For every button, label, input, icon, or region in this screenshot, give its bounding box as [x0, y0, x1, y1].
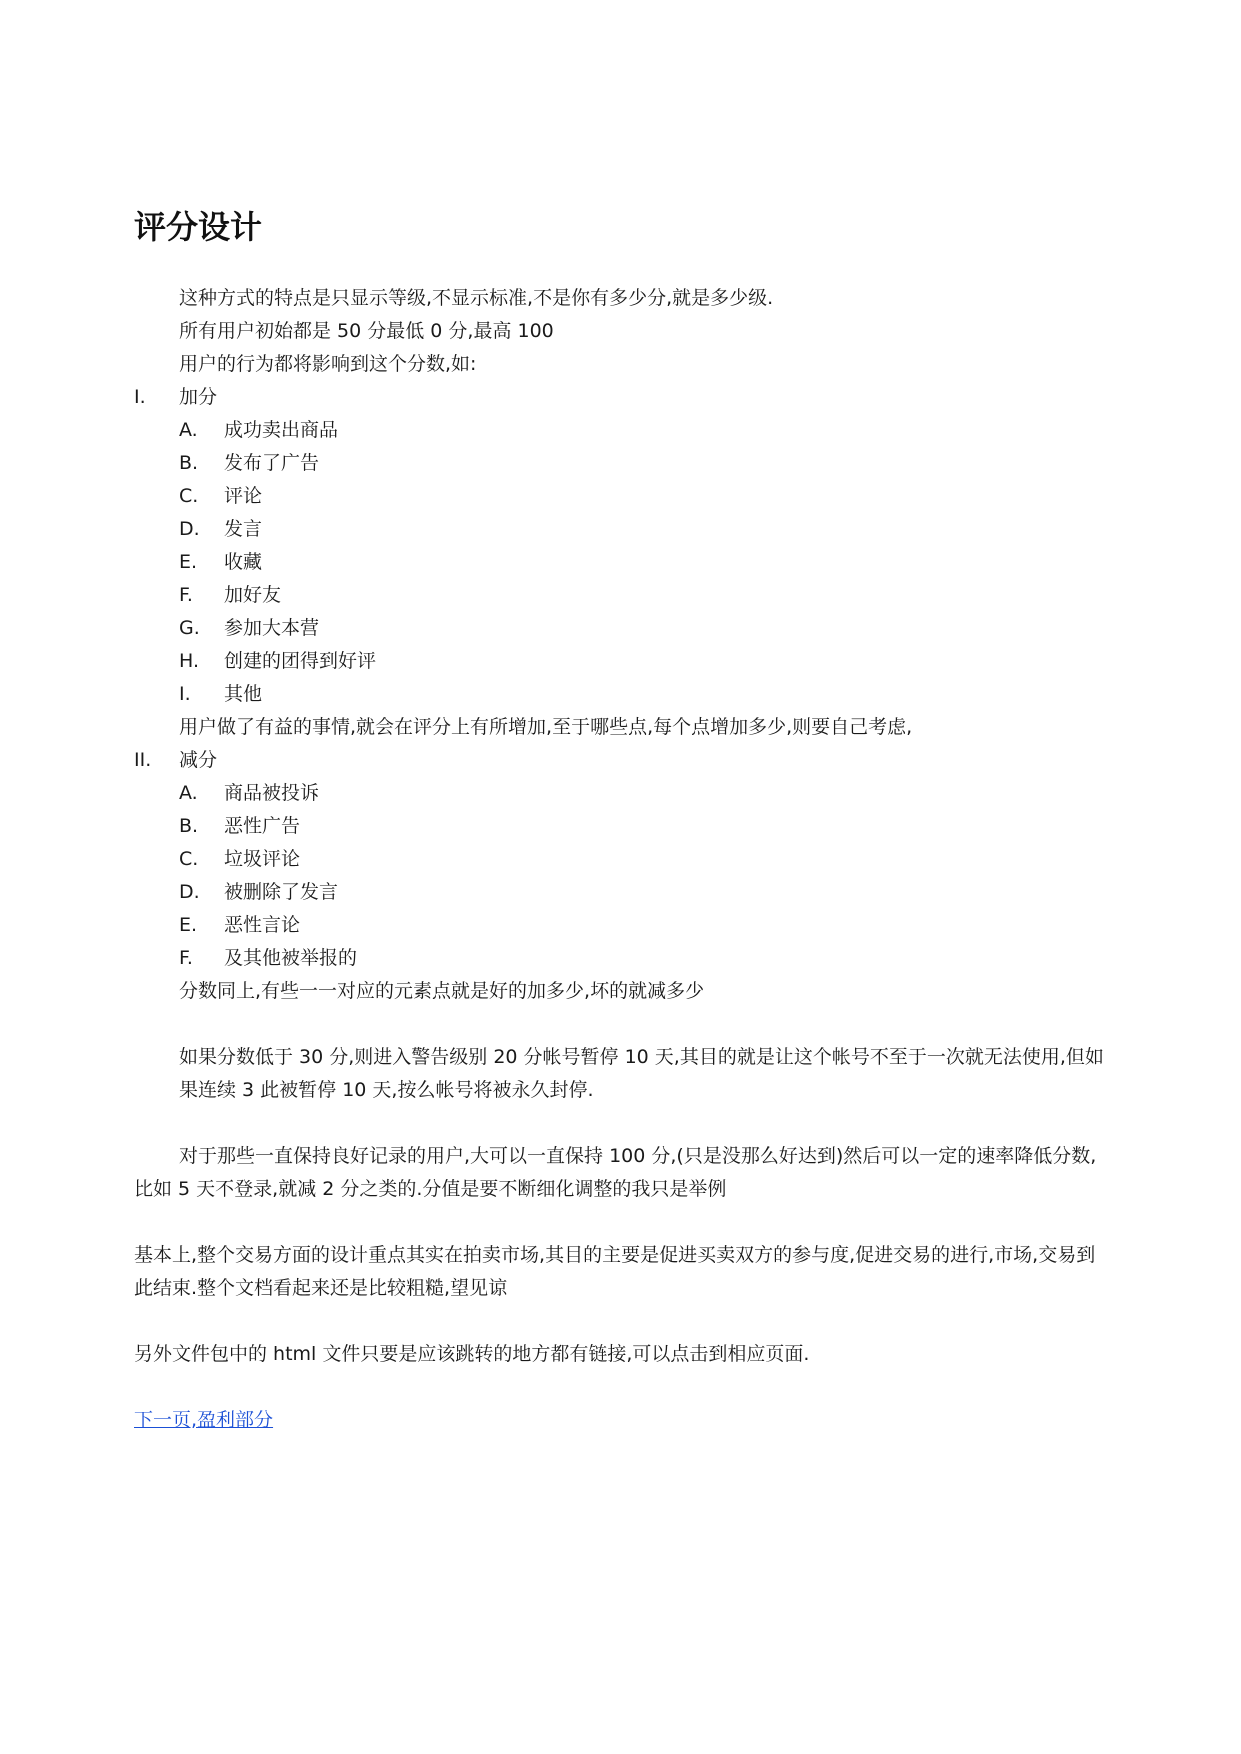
- list-item: [134, 876, 1114, 909]
- list-marker: A.: [179, 419, 198, 441]
- section-add-heading: [134, 381, 1114, 414]
- list-item: [134, 513, 1114, 546]
- list-marker: C.: [179, 485, 199, 507]
- list-item-text: 参加大本营: [224, 617, 320, 639]
- list-item: [134, 612, 1114, 645]
- list-marker: E.: [179, 914, 198, 936]
- intro-line-1: 这种方式的特点是只显示等级,不显示标准,不是你有多少分,就是多少级.: [179, 287, 774, 309]
- list-marker: G.: [179, 617, 200, 639]
- list-item: [134, 447, 1114, 480]
- html-note-paragraph: 另外文件包中的 html 文件只要是应该跳转的地方都有链接,可以点击到相应页面.: [134, 1343, 810, 1365]
- spacer: [134, 1008, 1114, 1041]
- spacer: [134, 1305, 1114, 1338]
- list-marker: A.: [179, 782, 198, 804]
- list-item: [134, 909, 1114, 942]
- spacer: [134, 1371, 1114, 1404]
- next-page-link[interactable]: 下一页,盈利部分: [134, 1409, 274, 1431]
- section-sub-heading: [134, 744, 1114, 777]
- list-marker: F.: [179, 947, 193, 969]
- summary-paragraph: 基本上,整个交易方面的设计重点其实在拍卖市场,其目的主要是促进买卖双方的参与度,促进交易的进行,市场,交易到此结束.整个文档看起来还是比较粗糙,望见谅: [134, 1244, 1096, 1299]
- list-item-text: 发言: [224, 518, 263, 540]
- warning-paragraph: 如果分数低于 30 分,则进入警告级别 20 分帐号暂停 10 天,其目的就是让这个帐号不至于一次就无法使用,但如果连续 3 此被暂停 10 天,按么帐号将被永久封停.: [179, 1046, 1104, 1101]
- list-item-text: 恶性广告: [224, 815, 301, 837]
- good-record-paragraph: 对于那些一直保持良好记录的用户,大可以一直保持 100 分,(只是没那么好达到)然后可以一定的速率降低分数,比如 5 天不登录,就减 2 分之类的.分值是要不断细化调整的我只是举例: [134, 1145, 1097, 1200]
- list-item-text: 恶性言论: [224, 914, 301, 936]
- list-item: [134, 645, 1114, 678]
- list-marker: C.: [179, 848, 199, 870]
- list-marker: D.: [179, 881, 200, 903]
- intro-line-3: 用户的行为都将影响到这个分数,如:: [179, 353, 477, 375]
- list-item: [134, 678, 1114, 711]
- list-marker: E.: [179, 551, 198, 573]
- list-item-text: 其他: [224, 683, 263, 705]
- list-item-text: 商品被投诉: [224, 782, 320, 804]
- list-item: [134, 579, 1114, 612]
- list-item-text: 垃圾评论: [224, 848, 301, 870]
- list-item: [134, 777, 1114, 810]
- list-item-text: 成功卖出商品: [224, 419, 339, 441]
- list-item: [134, 942, 1114, 975]
- list-item-text: 创建的团得到好评: [224, 650, 377, 672]
- list-marker: D.: [179, 518, 200, 540]
- section-add-marker: I.: [134, 386, 146, 408]
- list-marker: F.: [179, 584, 193, 606]
- next-link-row: [134, 1404, 1114, 1437]
- spacer: [134, 1206, 1114, 1239]
- list-marker: B.: [179, 452, 199, 474]
- list-marker: I.: [179, 683, 191, 705]
- list-item: [134, 480, 1114, 513]
- list-item: [134, 414, 1114, 447]
- section-add-label: 加分: [179, 386, 218, 408]
- list-item-text: 评论: [224, 485, 263, 507]
- list-marker: B.: [179, 815, 199, 837]
- list-item: [134, 546, 1114, 579]
- list-marker: H.: [179, 650, 199, 672]
- section-sub-note: 分数同上,有些一一对应的元素点就是好的加多少,坏的就减多少: [179, 980, 705, 1002]
- section-sub-marker: II.: [134, 749, 152, 771]
- page-title: 评分设计: [134, 208, 263, 246]
- list-item: [134, 810, 1114, 843]
- list-item-text: 发布了广告: [224, 452, 320, 474]
- list-item-text: 及其他被举报的: [224, 947, 358, 969]
- intro-line-2: 所有用户初始都是 50 分最低 0 分,最高 100: [179, 320, 554, 342]
- list-item-text: 加好友: [224, 584, 282, 606]
- list-item-text: 收藏: [224, 551, 263, 573]
- list-item-text: 被删除了发言: [224, 881, 339, 903]
- section-add-note: 用户做了有益的事情,就会在评分上有所增加,至于哪些点,每个点增加多少,则要自己考虑,: [179, 716, 913, 738]
- document-body: [134, 282, 1114, 1437]
- spacer: [134, 1107, 1114, 1140]
- list-item: [134, 843, 1114, 876]
- section-sub-label: 减分: [179, 749, 218, 771]
